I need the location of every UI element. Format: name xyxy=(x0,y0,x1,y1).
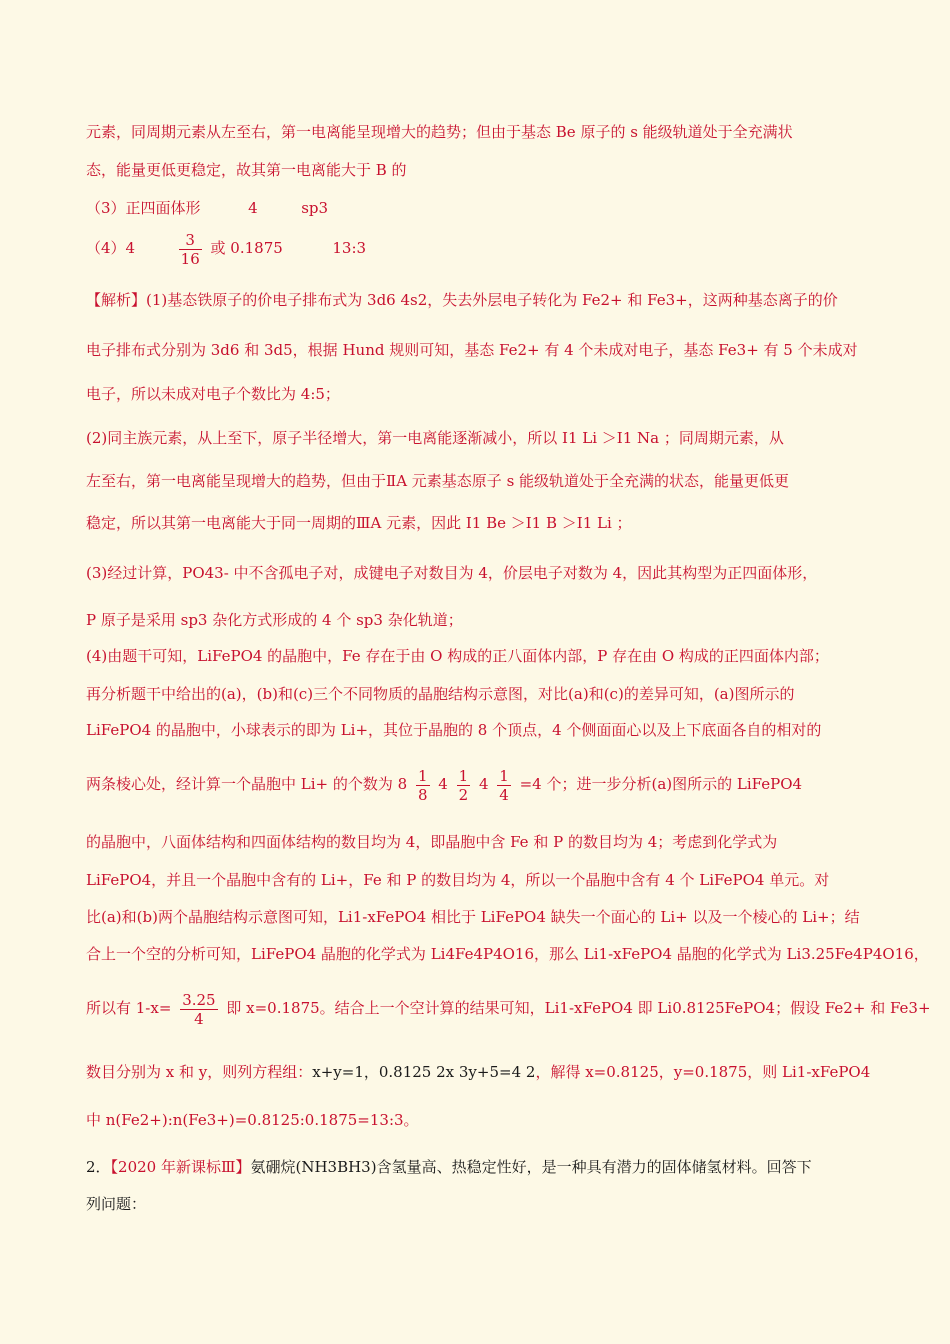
analysis-p1-l3: 电子，所以未成对电子个数比为 4:5； xyxy=(86,385,340,403)
analysis-p4-l8: 合上一个空的分析可知，LiFePO4 晶胞的化学式为 Li4Fe4P4O16，那么 Li1-xFePO4 晶胞的化学式为 Li3.25Fe4P4O16， xyxy=(86,945,929,963)
fraction-1-2 xyxy=(457,767,471,804)
analysis-p4-l4 xyxy=(86,762,802,806)
analysis-p1-l2: 电子排布式分别为 3d6 和 3d5，根据 Hund 规则可知，基态 Fe2+ 有 4 个未成对电子，基态 Fe3+ 有 5 个未成对 xyxy=(86,341,858,359)
p4-l9-text-b: 即 x=0.1875。结合上一个空计算的结果可知，Li1-xFePO4 即 Li0.8125FePO4；假设 Fe2+ 和 Fe3+ xyxy=(226,999,931,1017)
p4-l4-text-b: =4 个；进一步分析(a)图所示的 LiFePO4 xyxy=(519,775,803,793)
p4-l10-text-c: ，解得 x=0.8125，y=0.1875，则 Li1-xFePO4 xyxy=(535,1063,871,1081)
analysis-p1-l1 xyxy=(86,290,838,310)
analysis-p3-l1: (3)经过计算，PO43- 中不含孤电子对，成键电子对数目为 4，价层电子对数为 4，因此其构型为正四面体形， xyxy=(86,564,818,582)
p4-l4-mult-1: 4 xyxy=(438,775,448,793)
analysis-p4-l7: 比(a)和(b)两个晶胞结构示意图可知，Li1-xFePO4 相比于 LiFePO4 缺失一个面心的 Li+ 以及一个棱心的 Li+；结 xyxy=(86,908,860,926)
f1-den: 8 xyxy=(417,785,428,804)
answer-q3 xyxy=(86,198,328,218)
answer-line-2: 态，能量更低更稳定，故其第一电离能大于 B 的 xyxy=(86,161,407,179)
q4-label: （4）4 xyxy=(86,239,136,257)
p4-l10-equation: x+y=1，0.8125 2x 3y+5=4 2 xyxy=(312,1063,536,1081)
analysis-p3-l2: P 原子是采用 sp3 杂化方式形成的 4 个 sp3 杂化轨道； xyxy=(86,611,463,629)
q4-frac-den: 16 xyxy=(180,249,200,268)
q4-ratio: 13:3 xyxy=(332,239,367,257)
answer-line-1: 元素，同周期元素从左至右，第一电离能呈现增大的趋势；但由于基态 Be 原子的 s 能级轨道处于全充满状 xyxy=(86,123,793,141)
f4-den: 4 xyxy=(194,1009,204,1028)
analysis-p1-text: (1)基态铁原子的价电子排布式为 3d6 4s2，失去外层电子转化为 Fe2+ 和 Fe3+，这两种基态离子的价 xyxy=(146,291,838,309)
f1-num: 1 xyxy=(417,766,428,785)
f3-den: 4 xyxy=(499,785,509,804)
f3-num: 1 xyxy=(499,766,509,785)
q4-frac-num: 3 xyxy=(179,231,202,250)
analysis-p4-l11: 中 n(Fe2+):n(Fe3+)=0.8125:0.1875=13:3。 xyxy=(86,1111,419,1129)
p4-l4-mult-2: 4 xyxy=(478,775,489,793)
question-2 xyxy=(86,1157,812,1177)
analysis-p4-l10 xyxy=(86,1062,870,1082)
answer-q4 xyxy=(86,230,366,268)
analysis-p4-l3: LiFePO4 的晶胞中，小球表示的即为 Li+，其位于晶胞的 8 个顶点，4 个侧面面心以及上下底面各自的相对的 xyxy=(86,721,822,739)
fraction-1-4 xyxy=(497,767,511,804)
analysis-p4-l2: 再分析题干中给出的(a)，(b)和(c)三个不同物质的晶胞结构示意图，对比(a)和(c)的差异可知，(a)图所示的 xyxy=(86,685,795,703)
f4-num: 3.25 xyxy=(182,990,216,1009)
analysis-p2-l2: 左至右，第一电离能呈现增大的趋势，但由于ⅡA 元素基态原子 s 能级轨道处于全充满的状态，能量更低更 xyxy=(86,472,790,490)
analysis-p4-l9 xyxy=(86,986,931,1030)
fraction-3-25-over-4 xyxy=(180,991,217,1028)
f2-num: 1 xyxy=(458,766,469,785)
f2-den: 2 xyxy=(458,785,469,804)
analysis-p2-l1: (2)同主族元素，从上至下，原子半径增大，第一电离能逐渐减小，所以 I1 Li ＞I1 Na ；同周期元素，从 xyxy=(86,429,784,447)
analysis-tag: 【解析】 xyxy=(86,291,147,309)
analysis-p4-l6: LiFePO4，并且一个晶胞中含有的 Li+，Fe 和 P 的数目均为 4，所以一个晶胞中含有 4 个 LiFePO4 单元。对 xyxy=(86,871,830,889)
analysis-p4-l5: 的晶胞中，八面体结构和四面体结构的数目均为 4，即晶胞中含 Fe 和 P 的数目均为 4；考虑到化学式为 xyxy=(86,833,778,851)
p4-l10-text-a: 数目分别为 x 和 y，则列方程组： xyxy=(86,1063,313,1081)
q4-rest: 或 0.1875 xyxy=(210,239,283,257)
analysis-p4-l1: (4)由题干可知，LiFePO4 的晶胞中，Fe 存在于由 O 构成的正八面体内部，P 存在由 O 构成的正四面体内部； xyxy=(86,647,829,665)
fraction-1-8 xyxy=(416,767,430,804)
question-source: 【2020 年新课标Ⅲ】 xyxy=(110,1158,251,1176)
question-text: 氨硼烷(NH3BH3)含氢量高、热稳定性好，是一种具有潜力的固体储氢材料。回答下 xyxy=(250,1158,812,1176)
q3-shape: （3）正四面体形 xyxy=(86,199,201,217)
analysis-p2-l3: 稳定，所以其第一电离能大于同一周期的ⅢA 元素，因此 I1 Be ＞I1 B ＞I1 Li ； xyxy=(86,514,632,532)
q3-number: 4 xyxy=(248,199,258,217)
question-2-line-2: 列问题： xyxy=(86,1195,147,1213)
q3-hybrid: sp3 xyxy=(301,199,329,217)
q4-fraction xyxy=(179,231,202,268)
question-number: 2． xyxy=(86,1158,111,1176)
p4-l9-text-a: 所以有 1-x= xyxy=(86,999,172,1017)
p4-l4-text-a: 两条棱心处，经计算一个晶胞中 Li+ 的个数为 8 xyxy=(86,775,408,793)
